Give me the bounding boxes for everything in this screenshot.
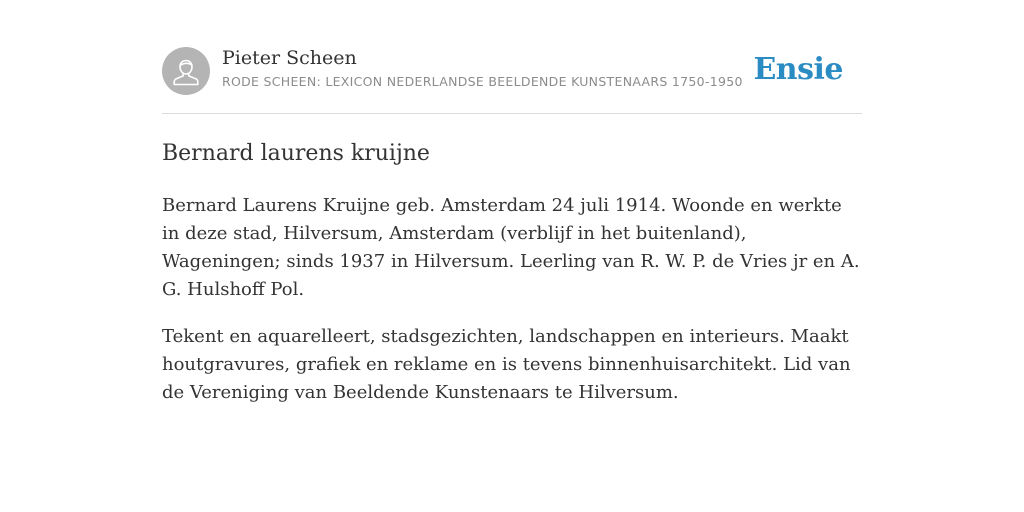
entry-card — [162, 46, 862, 426]
author-avatar[interactable] — [162, 47, 210, 95]
author-name[interactable]: Pieter Scheen — [222, 47, 357, 69]
entry-title: Bernard laurens kruijne — [162, 141, 430, 166]
source-name[interactable]: RODE SCHEEN: LEXICON NEDERLANDSE BEELDENDE KUNSTENAARS 1750-1950 — [222, 74, 743, 89]
entry-header — [162, 46, 862, 114]
body-paragraph: Bernard Laurens Kruijne geb. Amsterdam 24 juli 1914. Woonde en werkte in deze stad, Hilversum, Amsterdam (verblijf in het buitenland), Wageningen; sinds 1937 in Hilversum. Leerling van R. W. P. de Vries jr en A. G. Hulshoff Pol. — [162, 195, 860, 300]
ensie-logo[interactable]: Ensie — [753, 52, 843, 87]
entry-body — [162, 192, 862, 407]
body-paragraph: Tekent en aquarelleert, stadsgezichten, landschappen en interieurs. Maakt houtgravures, grafiek en reklame en is tevens binnenhuisarchitekt. Lid van de Vereniging van Beeldende Kunstenaars te Hilversum. — [162, 326, 851, 403]
user-silhouette-icon — [162, 47, 210, 95]
